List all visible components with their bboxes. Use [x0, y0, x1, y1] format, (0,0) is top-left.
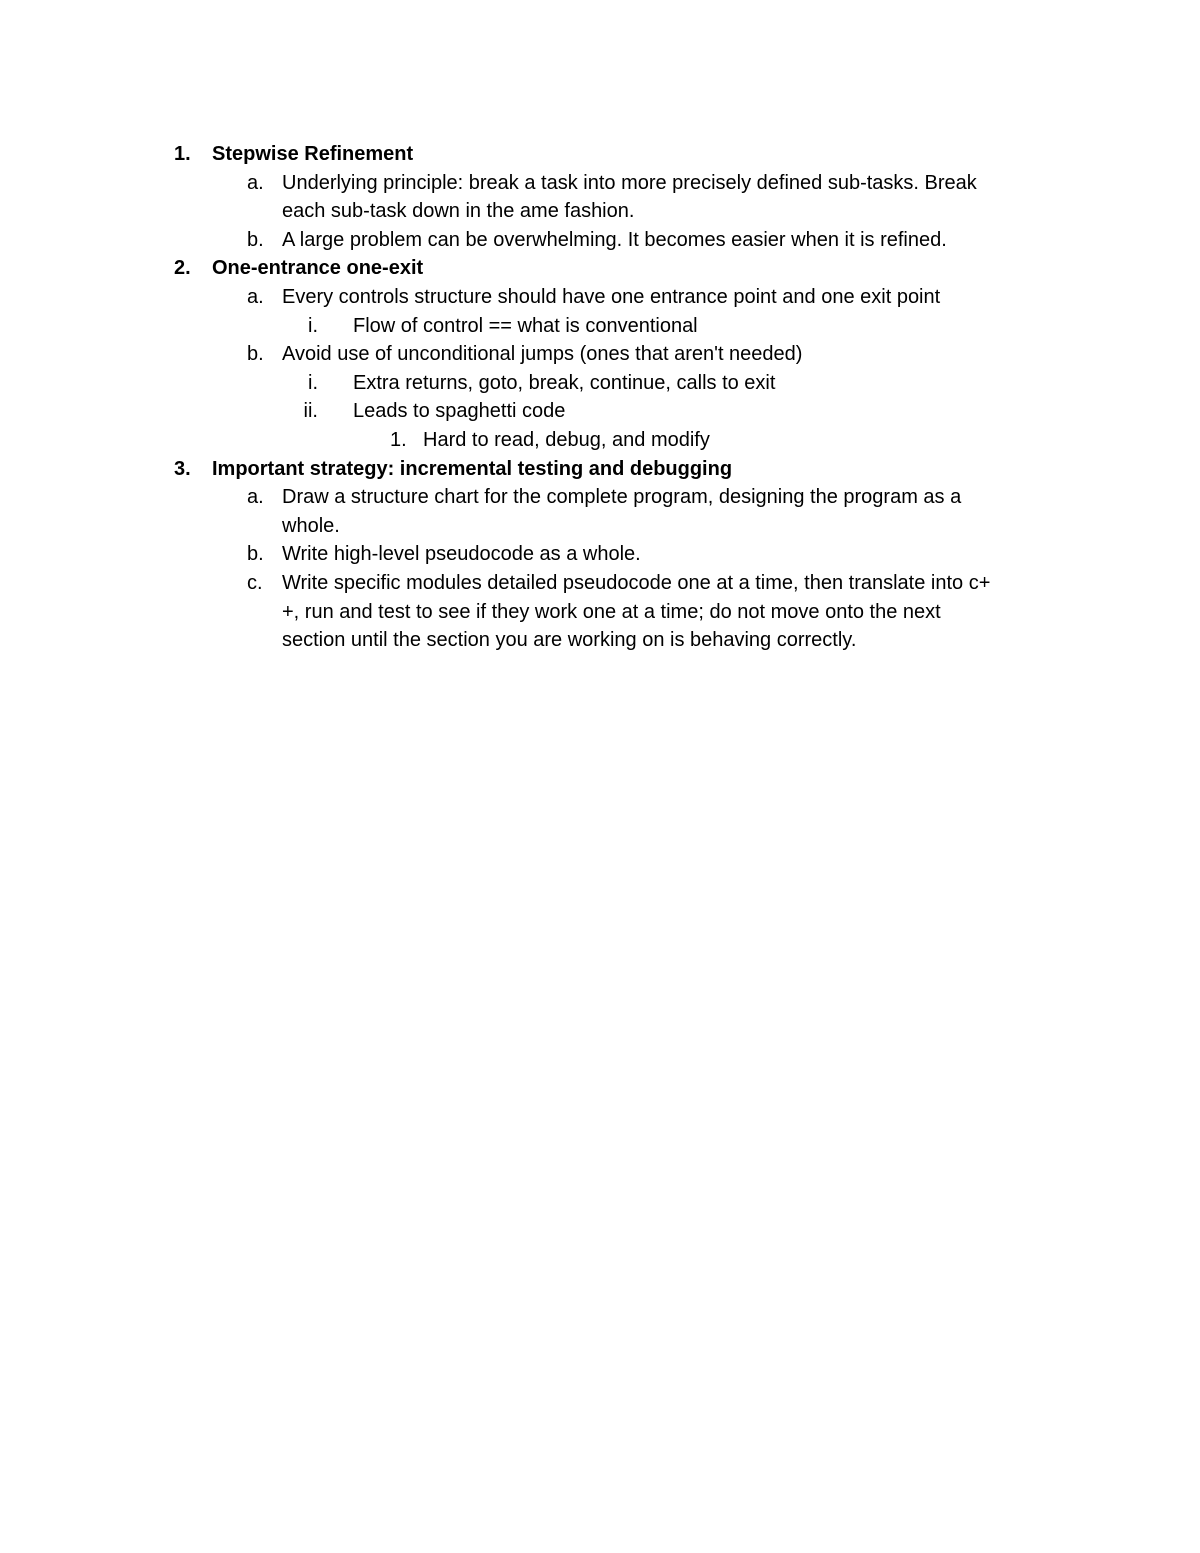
list-item-text: +, run and test to see if they work one at a time; do not move onto the next [282, 600, 941, 623]
outline-item-1a [0, 169, 1200, 198]
list-letter: b. [247, 543, 264, 566]
section-heading: Important strategy: incremental testing and debugging [212, 457, 733, 480]
list-item-text: Draw a structure chart for the complete program, designing the program as a [282, 486, 962, 509]
list-item-text: whole. [282, 514, 340, 537]
list-item-text: section until the section you are working on is behaving correctly. [282, 629, 857, 652]
list-roman: i. [308, 314, 318, 337]
list-number: 1. [174, 143, 191, 165]
outline-item-3a [0, 483, 1200, 512]
outline-item-3 [0, 455, 1200, 484]
outline-item-3c-continued [0, 598, 1200, 627]
list-letter: a. [247, 486, 264, 509]
list-item-text: Leads to spaghetti code [353, 400, 566, 423]
outline-item-2b-ii-1 [0, 426, 1200, 455]
outline-item-2a-i [0, 312, 1200, 341]
list-item-text: Write high-level pseudocode as a whole. [282, 543, 641, 566]
list-item-text: Hard to read, debug, and modify [423, 428, 710, 451]
list-letter: a. [247, 285, 264, 308]
list-letter: c. [247, 571, 263, 594]
list-number: 2. [174, 257, 191, 280]
section-heading: One-entrance one-exit [212, 257, 424, 280]
list-item-text: Write specific modules detailed pseudocode one at a time, then translate into c+ [282, 571, 991, 594]
list-number: 3. [174, 457, 191, 480]
outline-item-2 [0, 254, 1200, 283]
list-item-text: Avoid use of unconditional jumps (ones that aren't needed) [282, 343, 803, 366]
list-item-text: Flow of control == what is conventional [353, 314, 698, 337]
list-item-text: Every controls structure should have one entrance point and one exit point [282, 285, 941, 308]
list-item-text: A large problem can be overwhelming. It becomes easier when it is refined. [282, 228, 947, 251]
list-number: 1. [390, 428, 407, 451]
list-letter: b. [247, 343, 264, 366]
outline-item-1 [0, 140, 1200, 169]
outline-item-3c [0, 569, 1200, 598]
list-item-text: Underlying principle: break a task into more precisely defined sub-tasks. Break [282, 171, 977, 194]
outline-item-3a-continued [0, 512, 1200, 541]
outline-item-1b [0, 226, 1200, 255]
outline-item-3c-continued [0, 626, 1200, 655]
list-item-text: each sub-task down in the ame fashion. [282, 200, 635, 223]
outline-item-3b [0, 540, 1200, 569]
section-heading: Stepwise Refinement [212, 143, 414, 165]
outline-item-2b-ii [0, 397, 1200, 426]
list-roman: i. [308, 371, 318, 394]
list-roman: ii. [303, 400, 318, 423]
outline-item-2b-i [0, 369, 1200, 398]
outline-item-2b [0, 340, 1200, 369]
list-letter: b. [247, 228, 264, 251]
list-item-text: Extra returns, goto, break, continue, calls to exit [353, 371, 776, 394]
list-letter: a. [247, 171, 264, 194]
outline-item-2a [0, 283, 1200, 312]
outline-list [0, 140, 1200, 655]
outline-item-1a-continued [0, 197, 1200, 226]
